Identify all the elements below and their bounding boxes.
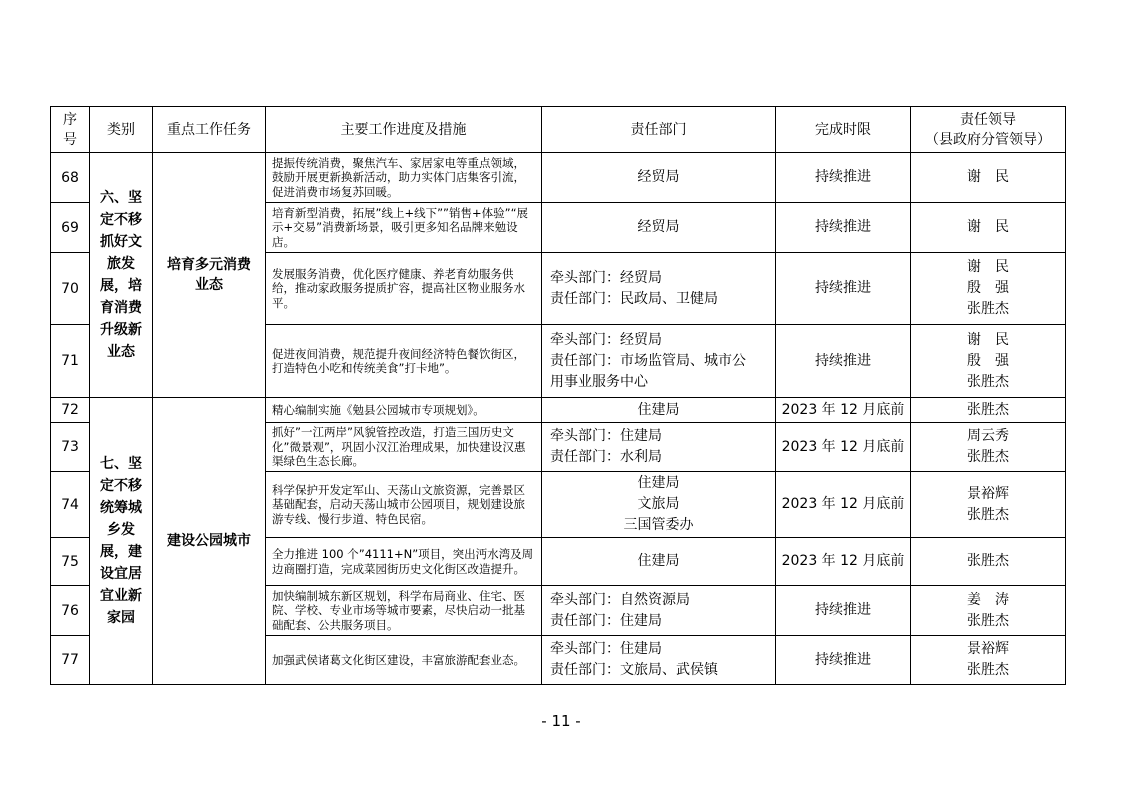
leader-cell: 景裕辉 张胜杰 bbox=[911, 472, 1066, 538]
deadline-cell: 2023 年 12 月底前 bbox=[776, 398, 911, 423]
measure-cell: 促进夜间消费，规范提升夜间经济特色餐饮街区，打造特色小吃和传统美食”打卡地”。 bbox=[266, 325, 542, 398]
measure-cell: 全力推进 100 个”4111+N”项目，突出沔水湾及周边商圈打造，完成菜园街历史文化街区改造提升。 bbox=[266, 538, 542, 586]
row-seq: 70 bbox=[51, 253, 90, 325]
header-measures: 主要工作进度及措施 bbox=[266, 107, 542, 153]
department-cell: 经贸局 bbox=[542, 203, 776, 253]
leader-cell: 张胜杰 bbox=[911, 398, 1066, 423]
department-cell: 住建局 bbox=[542, 398, 776, 423]
deadline-cell: 持续推进 bbox=[776, 325, 911, 398]
measure-cell: 加快编制城东新区规划，科学布局商业、住宅、医院、学校、专业市场等城市要素，尽快启动一批基础配套、公共服务项目。 bbox=[266, 586, 542, 636]
deadline-cell: 持续推进 bbox=[776, 203, 911, 253]
measure-cell: 科学保护开发定军山、天荡山文旅资源，完善景区基础配套，启动天荡山城市公园项目，规划建设旅游专线、慢行步道、特色民宿。 bbox=[266, 472, 542, 538]
leader-cell: 姜 涛 张胜杰 bbox=[911, 586, 1066, 636]
category-cell: 六、坚定不移抓好文旅发展，培育消费升级新业态 bbox=[90, 153, 153, 398]
leader-cell: 周云秀 张胜杰 bbox=[911, 423, 1066, 472]
leader-cell: 谢 民 殷 强 张胜杰 bbox=[911, 253, 1066, 325]
department-cell: 牵头部门：住建局 责任部门：文旅局、武侯镇 bbox=[542, 636, 776, 685]
deadline-cell: 2023 年 12 月底前 bbox=[776, 472, 911, 538]
measure-cell: 提振传统消费，聚焦汽车、家居家电等重点领域，鼓励开展更新换新活动，助力实体门店集客引流，促进消费市场复苏回暖。 bbox=[266, 153, 542, 203]
deadline-cell: 持续推进 bbox=[776, 253, 911, 325]
department-cell: 住建局 bbox=[542, 538, 776, 586]
row-seq: 68 bbox=[51, 153, 90, 203]
deadline-cell: 持续推进 bbox=[776, 586, 911, 636]
category-cell: 七、坚定不移统筹城乡发展，建设宜居宜业新家园 bbox=[90, 398, 153, 685]
department-cell: 牵头部门：经贸局 责任部门：市场监管局、城市公 用事业服务中心 bbox=[542, 325, 776, 398]
row-seq: 77 bbox=[51, 636, 90, 685]
header-deadline: 完成时限 bbox=[776, 107, 911, 153]
measure-cell: 加强武侯诸葛文化街区建设，丰富旅游配套业态。 bbox=[266, 636, 542, 685]
header-row bbox=[51, 107, 1066, 153]
table-row bbox=[51, 153, 1066, 203]
leader-cell: 谢 民 殷 强 张胜杰 bbox=[911, 325, 1066, 398]
row-seq: 72 bbox=[51, 398, 90, 423]
department-cell: 牵头部门：经贸局 责任部门：民政局、卫健局 bbox=[542, 253, 776, 325]
deadline-cell: 持续推进 bbox=[776, 636, 911, 685]
row-seq: 76 bbox=[51, 586, 90, 636]
measure-cell: 抓好”一江两岸”风貌管控改造，打造三国历史文化”微景观”，巩固小汉江治理成果，加快建设汉惠渠绿色生态长廊。 bbox=[266, 423, 542, 472]
leader-cell: 谢 民 bbox=[911, 203, 1066, 253]
department-cell: 住建局 文旅局 三国管委办 bbox=[542, 472, 776, 538]
page-number: - 11 - bbox=[541, 712, 581, 730]
header-category: 类别 bbox=[90, 107, 153, 153]
leader-cell: 谢 民 bbox=[911, 153, 1066, 203]
deadline-cell: 2023 年 12 月底前 bbox=[776, 423, 911, 472]
header-leader: 责任领导 （县政府分管领导） bbox=[911, 107, 1066, 153]
task-cell: 建设公园城市 bbox=[153, 398, 266, 685]
table-row bbox=[51, 398, 1066, 423]
leader-cell: 景裕辉 张胜杰 bbox=[911, 636, 1066, 685]
row-seq: 69 bbox=[51, 203, 90, 253]
measure-cell: 精心编制实施《勉县公园城市专项规划》。 bbox=[266, 398, 542, 423]
measure-cell: 培育新型消费，拓展”线上+线下””销售+体验”“展示+交易”消费新场景，吸引更多知名品牌来勉设店。 bbox=[266, 203, 542, 253]
measure-cell: 发展服务消费，优化医疗健康、养老育幼服务供给，推动家政服务提质扩容，提高社区物业服务水平。 bbox=[266, 253, 542, 325]
deadline-cell: 持续推进 bbox=[776, 153, 911, 203]
row-seq: 74 bbox=[51, 472, 90, 538]
header-seq: 序 号 bbox=[51, 107, 90, 153]
header-task: 重点工作任务 bbox=[153, 107, 266, 153]
header-department: 责任部门 bbox=[542, 107, 776, 153]
row-seq: 75 bbox=[51, 538, 90, 586]
row-seq: 73 bbox=[51, 423, 90, 472]
deadline-cell: 2023 年 12 月底前 bbox=[776, 538, 911, 586]
department-cell: 经贸局 bbox=[542, 153, 776, 203]
task-cell: 培育多元消费 业态 bbox=[153, 153, 266, 398]
work-task-table bbox=[50, 106, 1066, 685]
leader-cell: 张胜杰 bbox=[911, 538, 1066, 586]
department-cell: 牵头部门：住建局 责任部门：水利局 bbox=[542, 423, 776, 472]
department-cell: 牵头部门：自然资源局 责任部门：住建局 bbox=[542, 586, 776, 636]
row-seq: 71 bbox=[51, 325, 90, 398]
